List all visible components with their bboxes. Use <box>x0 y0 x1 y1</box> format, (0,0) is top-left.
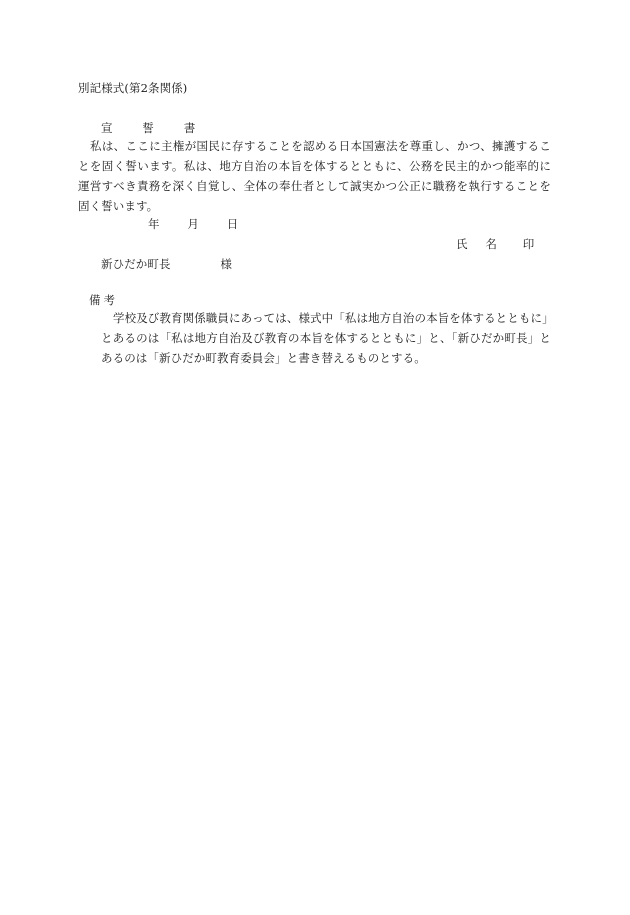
remarks-title: 備考 <box>89 293 118 307</box>
oath-title-char: 宣 <box>101 121 113 135</box>
oath-body-line: 固く誓います。 <box>78 199 159 213</box>
seal-label: 印 <box>522 237 535 251</box>
remarks-line: あるのは「新ひだか町教育委員会」と書き替えるものとする。 <box>101 351 426 365</box>
addressee-honorific: 様 <box>220 257 232 271</box>
date-year-label: 年 <box>148 217 160 231</box>
date-day-label: 日 <box>226 217 239 231</box>
date-month-label: 月 <box>187 217 199 231</box>
oath-title <box>101 120 195 137</box>
signature-surname-label: 氏 <box>456 237 468 251</box>
addressee-line <box>101 256 232 273</box>
signature-name-label: 名 <box>485 237 497 251</box>
oath-title-char: 誓 <box>142 121 154 135</box>
remarks-line: 学校及び教育関係職員にあっては、様式中「私は地方自治の本旨を体するとともに」 <box>113 311 554 325</box>
oath-title-char: 書 <box>183 121 196 135</box>
remarks-line: とあるのは「私は地方自治及び教育の本旨を体するとともに」と、「新ひだか町長」と <box>101 331 551 345</box>
oath-body-line: 運営すべき責務を深く自覚し、全体の奉仕者として誠実かつ公正に職務を執行することを <box>78 179 551 193</box>
date-line <box>148 216 238 233</box>
addressee-name: 新ひだか町長 <box>101 257 171 271</box>
form-heading: 別記様式(第2条関係) <box>78 81 188 95</box>
oath-body-line: 私は、ここに主権が国民に存することを認める日本国憲法を尊重し、かつ、擁護するこ <box>90 139 551 153</box>
oath-body-line: とを固く誓います。私は、地方自治の本旨を体するとともに、公務を民主的かつ能率的に <box>78 159 551 173</box>
signature-line <box>456 236 534 253</box>
